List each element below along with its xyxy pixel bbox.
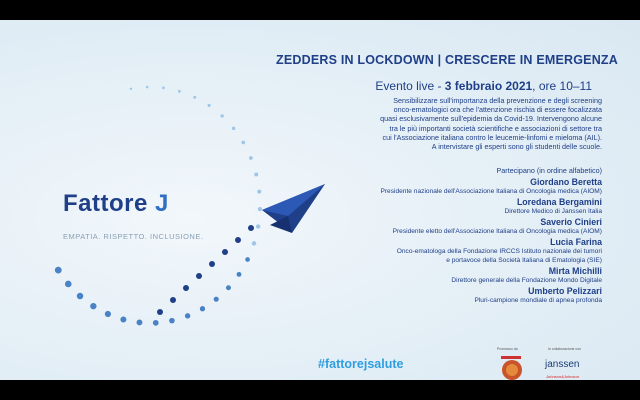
decor-dot [249, 156, 253, 160]
speaker-role: Presidente nazionale dell'Associazione Italiana di Oncologia medica (AIOM) [380, 187, 602, 195]
janssen-logo: janssen [545, 359, 580, 370]
decor-dot [256, 224, 260, 228]
decor-dot [248, 225, 254, 231]
collab-label: In collaborazione con [548, 347, 582, 351]
decor-dot [257, 190, 261, 194]
decor-dot [162, 87, 165, 90]
decor-dot [245, 257, 250, 262]
decor-dot [55, 267, 62, 274]
logo-j: J [155, 190, 169, 217]
fattore-j-logo [63, 190, 169, 218]
logo-tagline: EMPATIA. RISPETTO. INCLUSIONE. [63, 232, 204, 241]
decor-dot [208, 104, 211, 107]
speakers-intro: Partecipano (in ordine alfabetico) [496, 166, 602, 175]
decor-dot [221, 114, 224, 117]
decor-dot [235, 237, 241, 243]
speaker-name: Lucia Farina [550, 237, 602, 248]
event-prefix: Evento live - [375, 79, 445, 93]
decor-dot [169, 318, 175, 324]
decor-dot [241, 141, 245, 145]
speaker-name: Umberto Pelizzari [528, 286, 602, 297]
decor-dot [178, 90, 181, 93]
decor-dot [137, 320, 143, 326]
slide [0, 20, 640, 380]
decor-dot [77, 293, 83, 299]
decor-dot [226, 285, 231, 290]
decor-dot [209, 261, 215, 267]
event-line [375, 79, 592, 93]
decor-dot [258, 207, 262, 211]
page-title: ZEDDERS IN LOCKDOWN | CRESCERE IN EMERGENZA [276, 53, 618, 67]
speaker-role: Direttore generale della Fondazione Mondo Digitale [451, 276, 602, 284]
decor-dot [120, 316, 126, 322]
speaker-name: Saverio Cinieri [540, 217, 602, 228]
description-line: cui l'Associazione italiana contro le leucemie-linfomi e mieloma (AIL). [382, 132, 602, 142]
decor-dot [232, 127, 235, 130]
decor-dot [254, 173, 258, 177]
speaker-role: Pluri-campione mondiale di apnea profonda [474, 297, 602, 305]
decor-dot [153, 320, 159, 326]
decor-dot [170, 297, 176, 303]
decor-dot [105, 311, 111, 317]
hashtag: #fattorejsalute [318, 357, 404, 371]
description-line: A intervistare gli esperti sono gli studenti delle scuole. [431, 142, 602, 152]
event-date: 3 febbraio 2021 [444, 79, 533, 93]
event-time: , ore 10–11 [532, 79, 592, 93]
description-line: tra le più importanti società scientifiche e associazioni di settore tra [389, 123, 602, 133]
decor-dot [146, 86, 149, 89]
decor-dot [65, 281, 72, 288]
speaker-role: Presidente eletto dell'Associazione Italiana di Oncologia medica (AIOM) [392, 228, 602, 236]
decor-dot [252, 241, 257, 246]
mondo-digitale-logo [498, 353, 526, 380]
jnj-logo: Johnson&Johnson [546, 374, 579, 379]
partner-logos [493, 345, 613, 380]
speaker-role: Onco-ematologa della Fondazione IRCCS Istituto nazionale dei tumori [396, 248, 602, 256]
decor-dot [200, 306, 205, 311]
decor-dot [130, 88, 132, 90]
speaker-name: Mirta Michilli [548, 265, 602, 276]
description-line: quasi esclusivamente sull'epidemia da Covid-19. Intervengono alcune [380, 114, 602, 124]
logo-text: Fattore [63, 190, 156, 217]
speaker-role: Direttore Medico di Janssen Italia [504, 207, 602, 215]
decor-dot [157, 309, 163, 315]
speakers-list [302, 166, 602, 306]
speaker-name: Giordano Beretta [530, 176, 602, 187]
speaker-name: Loredana Bergamini [516, 196, 602, 207]
decor-dot [193, 96, 196, 99]
event-description [302, 96, 602, 151]
decor-dot [183, 285, 189, 291]
decor-dot [214, 297, 219, 302]
decor-dot [185, 313, 190, 318]
decor-dot [90, 303, 96, 309]
decor-dot [222, 249, 228, 255]
description-line: Sensibilizzare sull'importanza della prevenzione e degli screening [393, 96, 602, 105]
speaker-role: e portavoce della Società Italiana di Ematologia (SIE) [446, 256, 602, 264]
promoted-label: Promosso da [497, 347, 518, 351]
decor-dot [196, 273, 202, 279]
decor-dot [237, 272, 242, 277]
description-line: onco-ematologici ora che l'attenzione rischia di essere focalizzata [393, 105, 602, 115]
